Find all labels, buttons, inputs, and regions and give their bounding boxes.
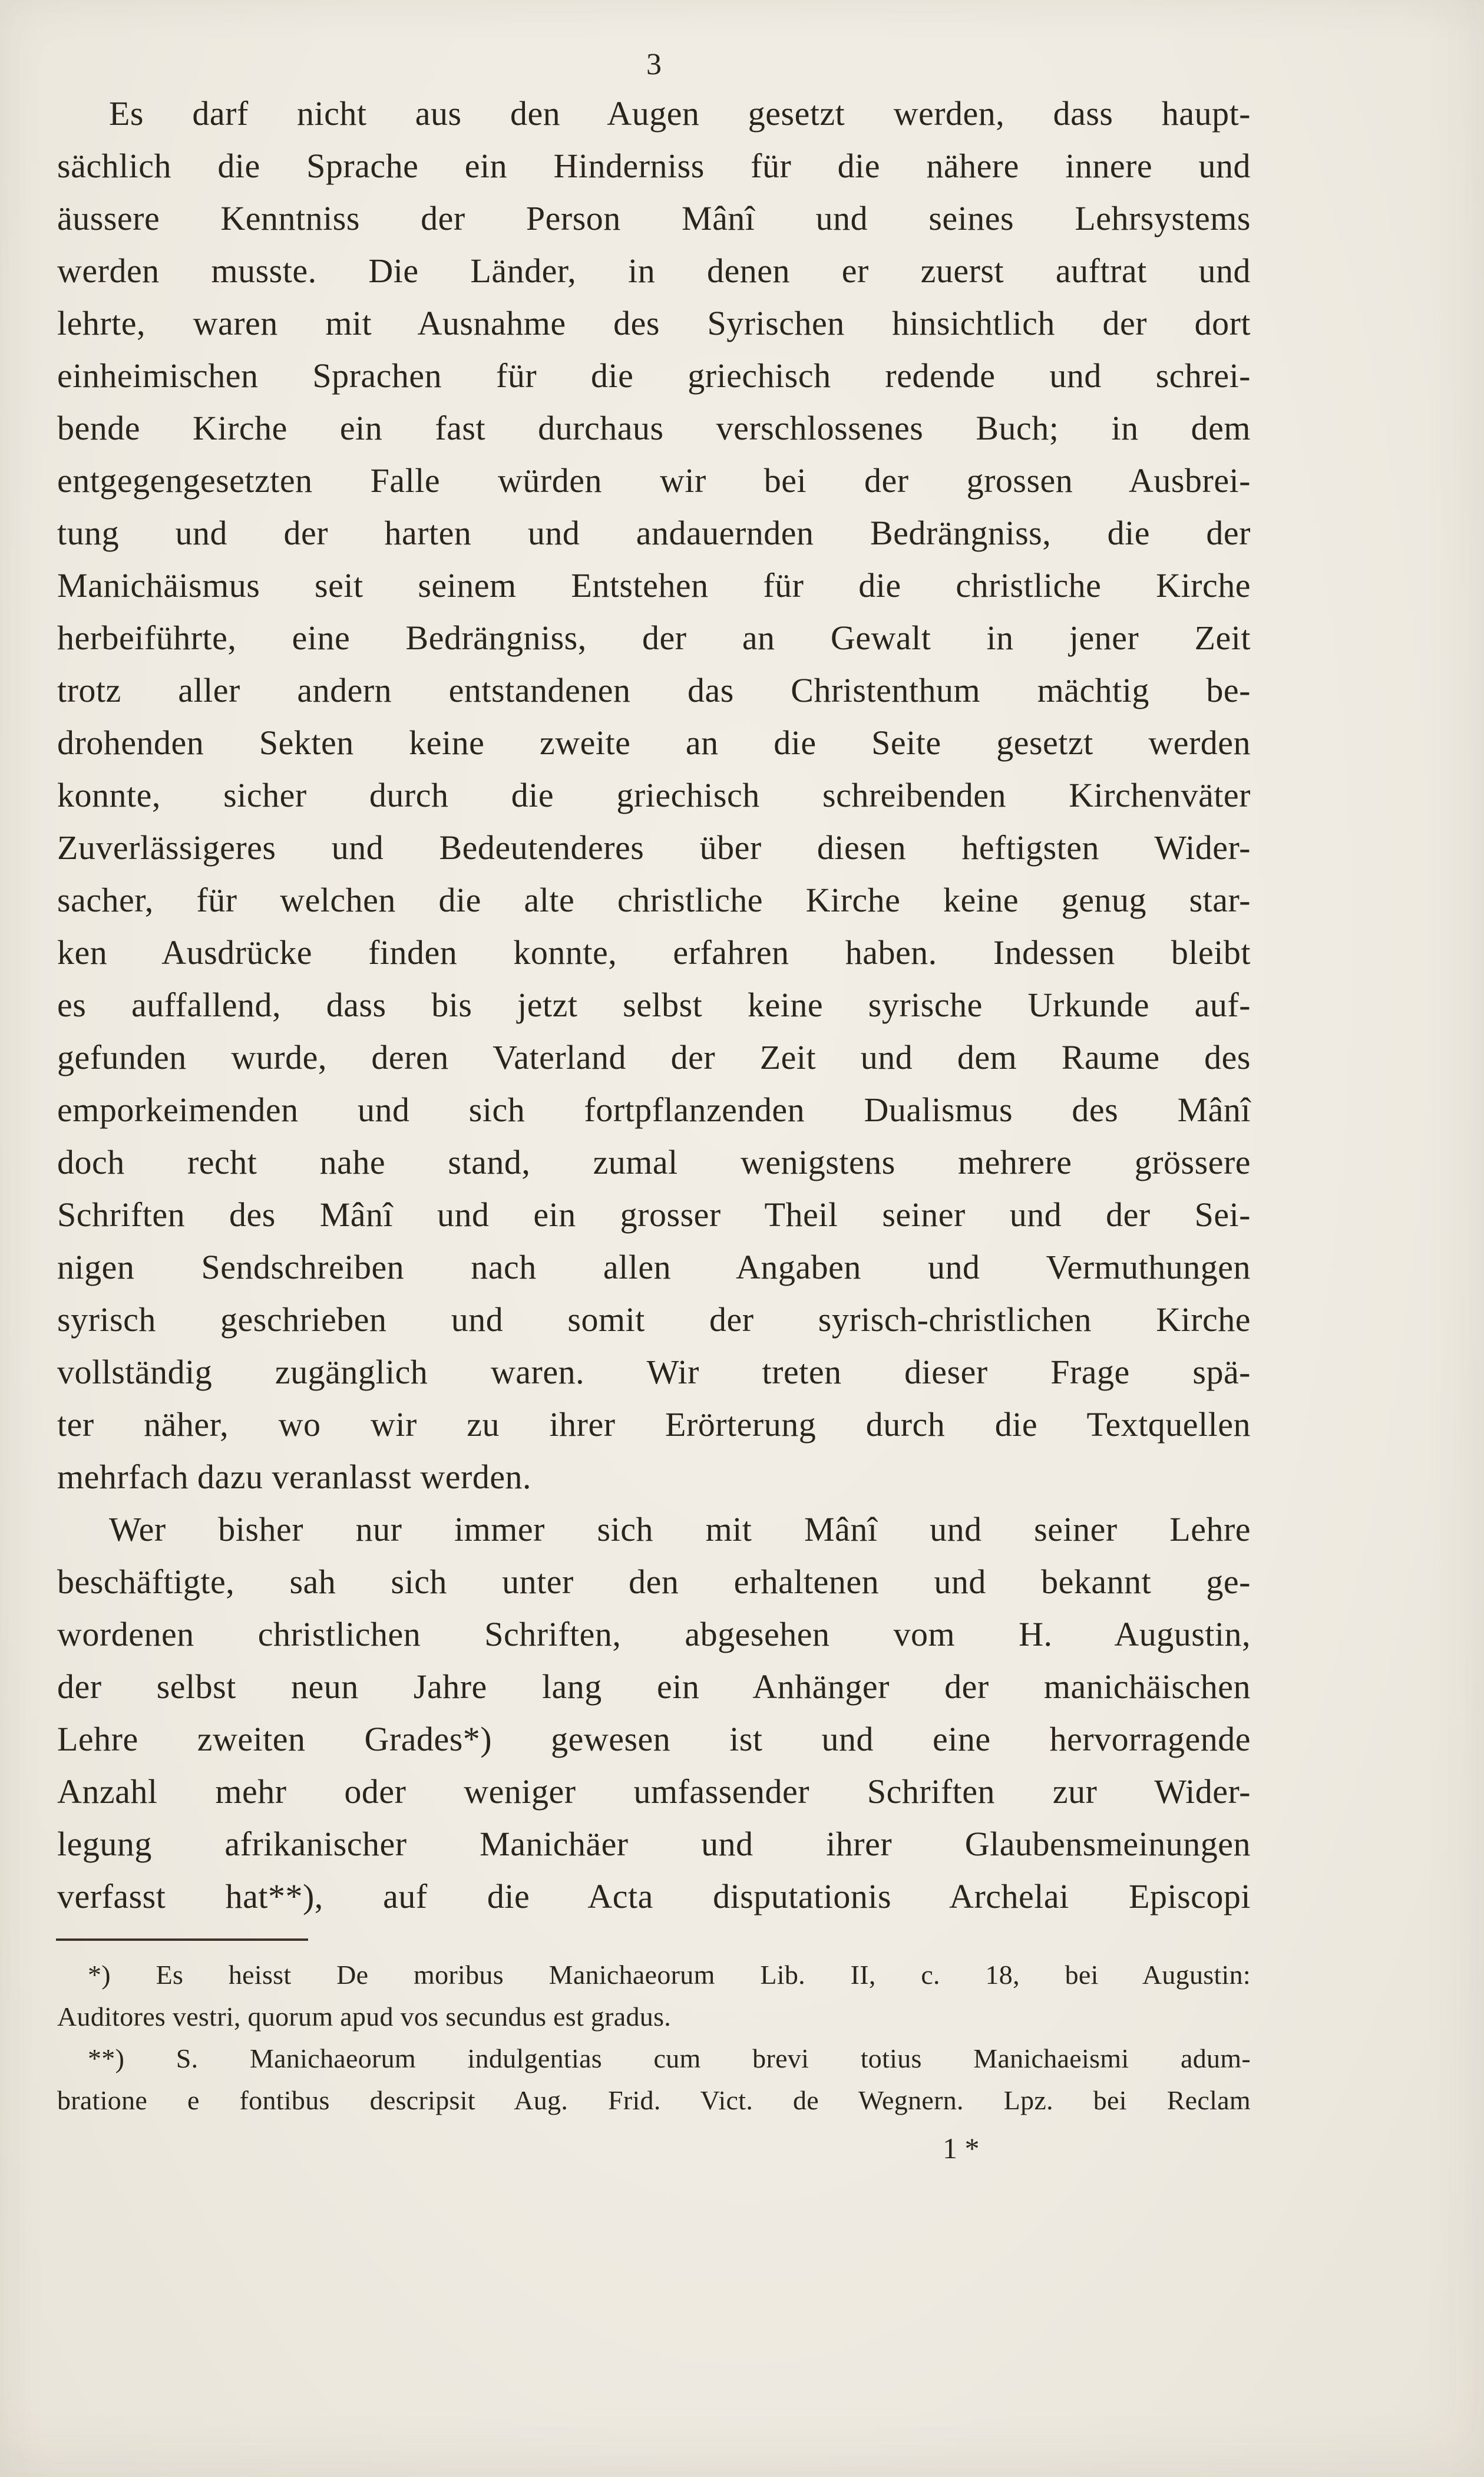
text-line: entgegengesetzten Falle würden wir bei der grossen Ausbrei- [57,461,1251,500]
text-line: beschäftigte, sah sich unter den erhaltenen und bekannt ge- [57,1563,1251,1601]
text-line: einheimischen Sprachen für die griechisch redende und schrei- [57,356,1251,395]
text-line: es auffallend, dass bis jetzt selbst keine syrische Urkunde auf- [57,986,1251,1024]
text-line: ter näher, wo wir zu ihrer Erörterung durch die Textquellen [57,1405,1251,1444]
signature-mark: 1 * [943,2132,980,2165]
text-line: gefunden wurde, deren Vaterland der Zeit und dem Raume des [57,1038,1251,1076]
text-line: sächlich die Sprache ein Hinderniss für die nähere innere und [57,147,1251,185]
footnote-1 [57,1954,1251,2037]
footnote-2 [57,2037,1251,2121]
text-line: Manichäismus seit seinem Entstehen für die christliche Kirche [57,566,1251,605]
text-line: lehrte, waren mit Ausnahme des Syrischen hinsichtlich der dort [57,304,1251,342]
text-line: bende Kirche ein fast durchaus verschlossenes Buch; in dem [57,409,1251,447]
paragraph-2 [57,1503,1251,1923]
text-line: syrisch geschrieben und somit der syrisch-christlichen Kirche [57,1300,1251,1339]
text-line: der selbst neun Jahre lang ein Anhänger der manichäischen [57,1667,1251,1706]
text-line: wordenen christlichen Schriften, abgesehen vom H. Augustin, [57,1615,1251,1653]
text-line: nigen Sendschreiben nach allen Angaben und Vermuthungen [57,1248,1251,1286]
text-line: Es darf nicht aus den Augen gesetzt werden, dass haupt- [109,94,1251,133]
text-line: sacher, für welchen die alte christliche Kirche keine genug star- [57,881,1251,919]
footnote-line: bratione e fontibus descripsit Aug. Frid. Vict. de Wegnern. Lpz. bei Reclam [57,2085,1251,2115]
footnotes [57,1954,1251,2121]
text-line: emporkeimenden und sich fortpflanzenden Dualismus des Mânî [57,1091,1251,1129]
page-number: 3 [646,48,662,81]
footnote-line: Auditores vestri, quorum apud vos secundus est gradus. [57,2002,672,2032]
text-line: ken Ausdrücke finden konnte, erfahren haben. Indessen bleibt [57,933,1251,972]
footnote-line: **) S. Manichaeorum indulgentias cum brevi totius Manichaeismi adum- [88,2043,1251,2073]
text-line: tung und der harten und andauernden Bedrängniss, die der [57,514,1251,552]
text-line: trotz aller andern entstandenen das Christenthum mächtig be- [57,671,1251,709]
text-line: Lehre zweiten Grades*) gewesen ist und eine hervorragende [57,1720,1251,1758]
text-line: herbeiführte, eine Bedrängniss, der an Gewalt in jener Zeit [57,619,1251,657]
text-line: Anzahl mehr oder weniger umfassender Schriften zur Wider- [57,1772,1251,1811]
text-line: werden musste. Die Länder, in denen er zuerst auftrat und [57,252,1251,290]
text-line: drohenden Sekten keine zweite an die Seite gesetzt werden [57,724,1251,762]
text-line: konnte, sicher durch die griechisch schreibenden Kirchenväter [57,776,1251,814]
footnote-line: *) Es heisst De moribus Manichaeorum Lib. II, c. 18, bei Augustin: [88,1960,1251,1990]
main-text [57,87,1251,1923]
text-line: Wer bisher nur immer sich mit Mânî und seiner Lehre [109,1510,1251,1548]
text-line: äussere Kenntniss der Person Mânî und seines Lehrsystems [57,199,1251,237]
text-line: doch recht nahe stand, zumal wenigstens mehrere grössere [57,1143,1251,1181]
text-line: vollständig zugänglich waren. Wir treten dieser Frage spä- [57,1353,1251,1391]
paragraph-1 [57,87,1251,1503]
text-line: mehrfach dazu veranlasst werden. [57,1458,532,1496]
footnote-separator-rule [56,1938,308,1941]
text-line: verfasst hat**), auf die Acta disputationis Archelai Episcopi [57,1877,1251,1915]
text-line: Zuverlässigeres und Bedeutenderes über diesen heftigsten Wider- [57,828,1251,867]
text-line: legung afrikanischer Manichäer und ihrer Glaubensmeinungen [57,1825,1251,1863]
text-line: Schriften des Mânî und ein grosser Theil seiner und der Sei- [57,1195,1251,1234]
